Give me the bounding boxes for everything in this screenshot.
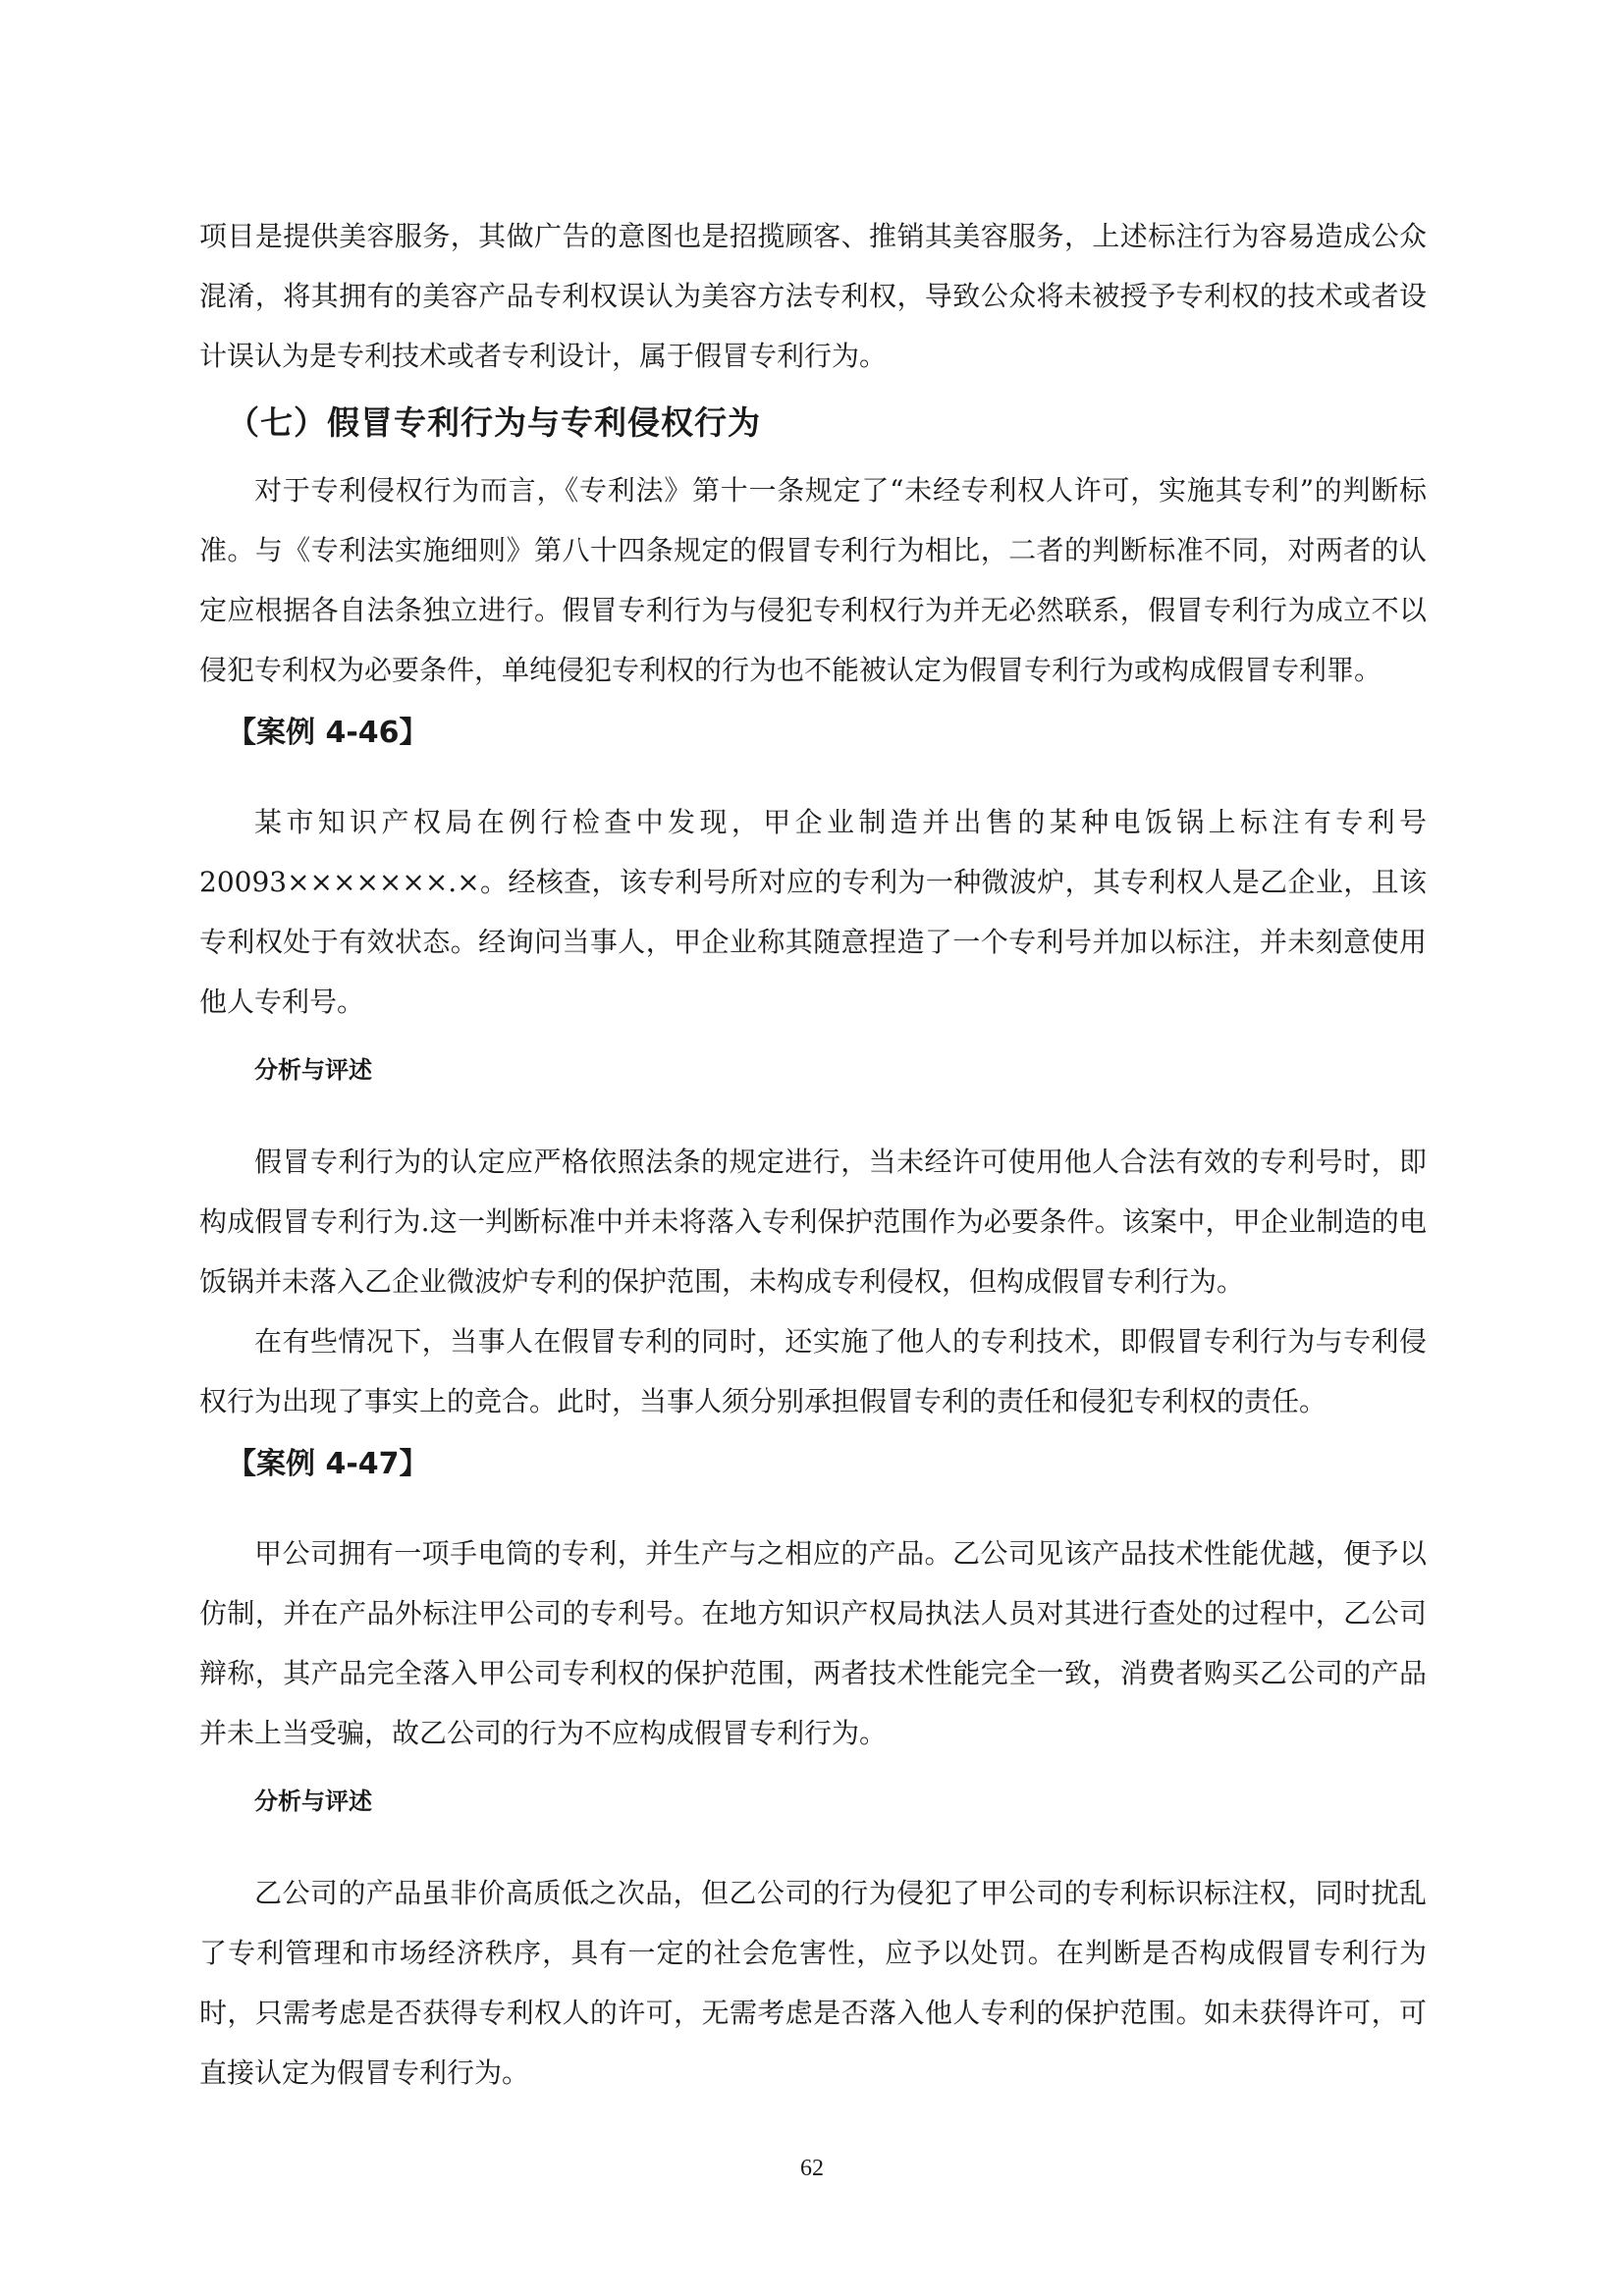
paragraph-case-4-47: 甲公司拥有一项手电筒的专利，并生产与之相应的产品。乙公司见该产品技术性能优越，便予以仿制，并在产品外标注甲公司的专利号。在地方知识产权局执法人员对其进行查处的过程中，乙公司辩称，其产品完全落入甲公司专利权的保护范围，两者技术性能完全一致，消费者购买乙公司的产品并未上当受骗，故乙公司的行为不应构成假冒专利行为。 [199, 1536, 1427, 1749]
section-heading-7: （七）假冒专利行为与专利侵权行为 [227, 403, 761, 442]
case-heading-4-46: 【案例 4-46】 [227, 716, 429, 750]
paragraph-case-4-46: 某市知识产权局在例行检查中发现，甲企业制造并出售的某种电饭锅上标注有专利号 20093×××××××.×。经核查，该专利号所对应的专利为一种微波炉，其专利权人是乙企业，且该专利权处于有效状态。经询问当事人，甲企业称其随意捏造了一个专利号并加以标注，并未刻意使用他人专利号。 [199, 806, 1427, 1018]
paragraph-analysis-1b: 在有些情况下，当事人在假冒专利的同时，还实施了他人的专利技术，即假冒专利行为与专利侵权行为出现了事实上的竞合。此时，当事人须分别承担假冒专利的责任和侵犯专利权的责任。 [199, 1324, 1427, 1417]
case-heading-4-47: 【案例 4-47】 [227, 1446, 429, 1481]
paragraph-analysis-1a: 假冒专利行为的认定应严格依照法条的规定进行，当未经许可使用他人合法有效的专利号时，即构成假冒专利行为.这一判断标准中并未将落入专利保护范围作为必要条件。该案中，甲企业制造的电饭锅并未落入乙企业微波炉专利的保护范围，未构成专利侵权，但构成假冒专利行为。 [199, 1145, 1427, 1298]
analysis-heading-2: 分析与评述 [254, 1787, 372, 1815]
page-number: 62 [800, 2156, 824, 2181]
page-content [199, 206, 1427, 2103]
paragraph-section-7: 对于专利侵权行为而言，《专利法》第十一条规定了“未经专利权人许可，实施其专利”的判断标准。与《专利法实施细则》第八十四条规定的假冒专利行为相比，二者的判断标准不同，对两者的认定应根据各自法条独立进行。假冒专利行为与侵犯专利权行为并无必然联系，假冒专利行为成立不以侵犯专利权为必要条件，单纯侵犯专利权的行为也不能被认定为假冒专利行为或构成假冒专利罪。 [199, 474, 1427, 686]
paragraph-intro-continued: 项目是提供美容服务，其做广告的意图也是招揽顾客、推销其美容服务，上述标注行为容易造成公众混淆，将其拥有的美容产品专利权误认为美容方法专利权，导致公众将未被授予专利权的技术或者设计误认为是专利技术或者专利设计，属于假冒专利行为。 [199, 220, 1427, 372]
paragraph-analysis-2: 乙公司的产品虽非价高质低之次品，但乙公司的行为侵犯了甲公司的专利标识标注权，同时扰乱了专利管理和市场经济秩序，具有一定的社会危害性，应予以处罚。在判断是否构成假冒专利行为时，只需考虑是否获得专利权人的许可，无需考虑是否落入他人专利的保护范围。如未获得许可，可直接认定为假冒专利行为。 [199, 1876, 1427, 2089]
analysis-heading-1: 分析与评述 [254, 1056, 372, 1084]
